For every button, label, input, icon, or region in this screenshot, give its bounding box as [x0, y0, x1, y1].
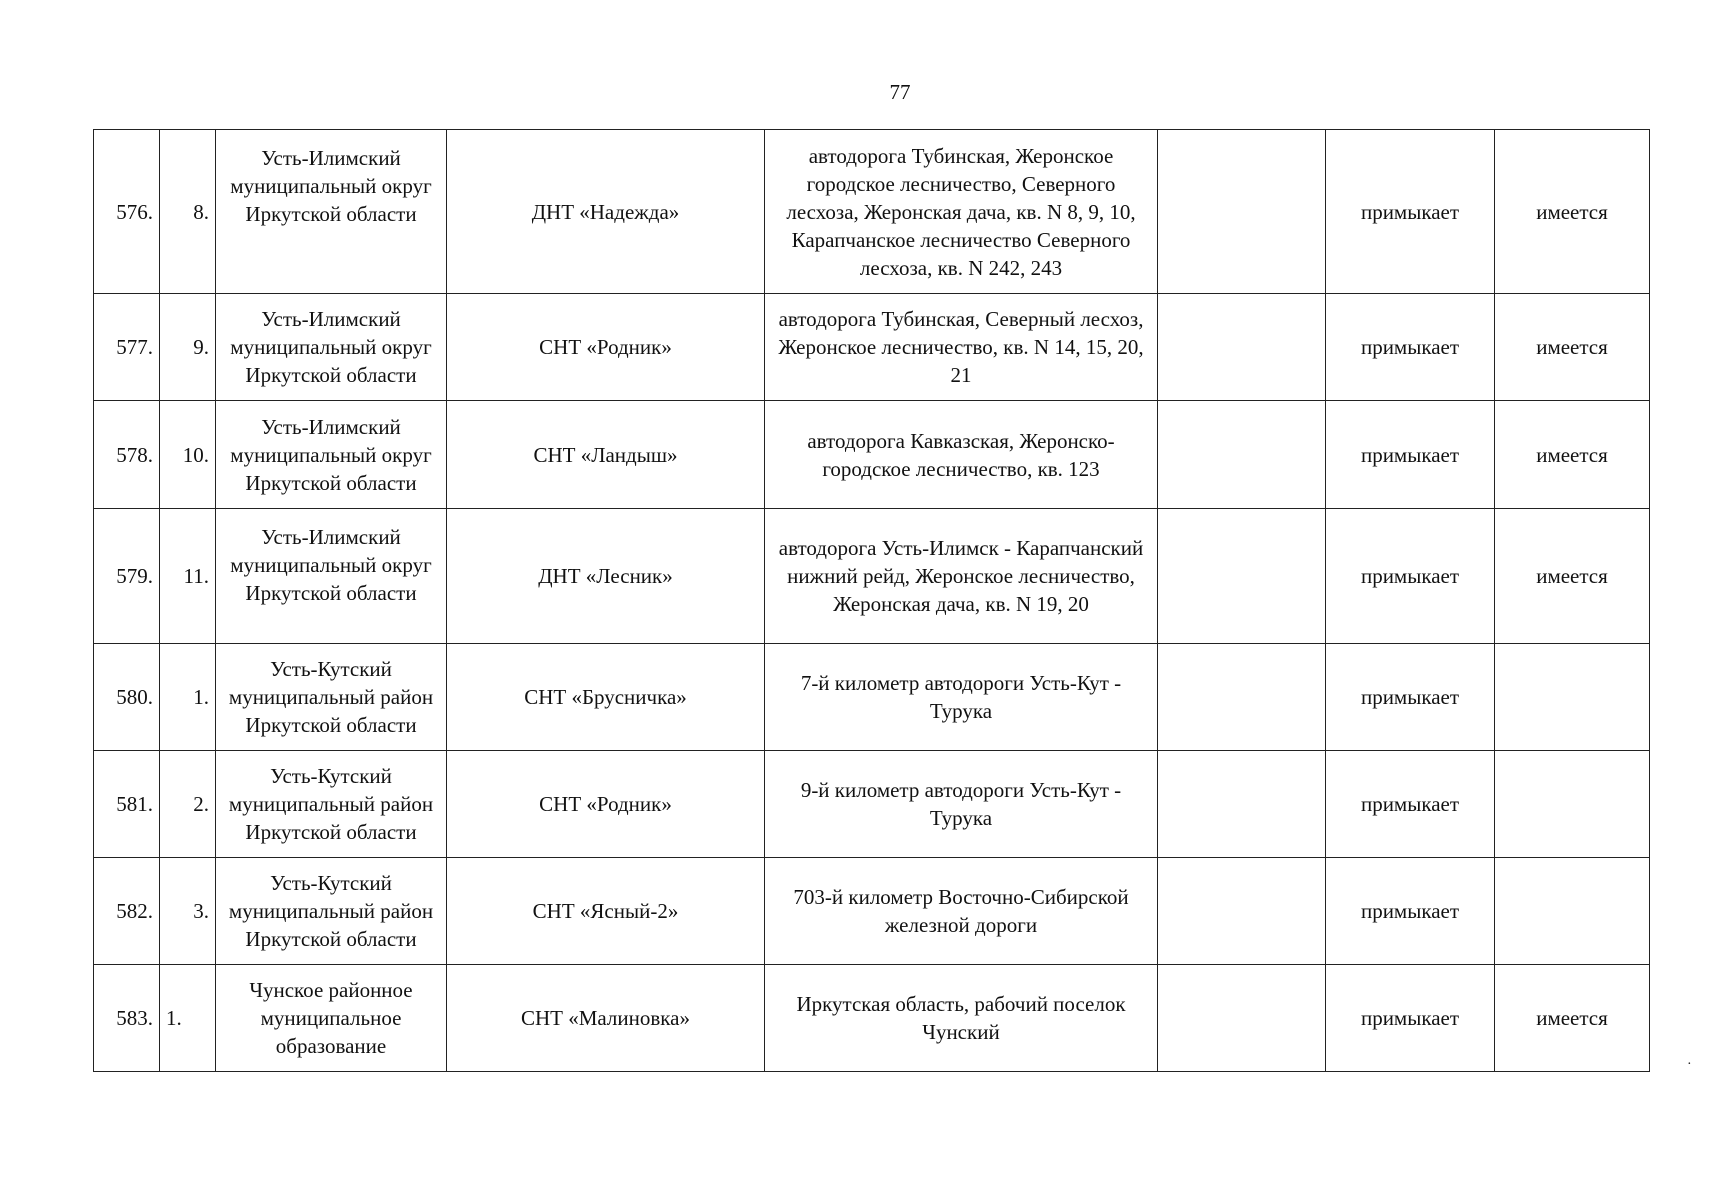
- municipality-text: Усть-Илимский муниципальный округ Иркутской области: [230, 146, 432, 226]
- location-cell: автодорога Кавказская, Жеронско-городское лесничество, кв. 123: [765, 401, 1158, 509]
- organization-name-cell: ДНТ «Надежда»: [447, 130, 765, 294]
- municipality-cell: Усть-Кутский муниципальный район Иркутской области: [216, 751, 447, 858]
- table-row: [94, 644, 1650, 751]
- organization-name-cell: СНТ «Малиновка»: [447, 965, 765, 1072]
- availability-cell: имеется: [1495, 401, 1650, 509]
- organization-name-cell: ДНТ «Лесник»: [447, 509, 765, 644]
- adjacency-cell: примыкает: [1326, 751, 1495, 858]
- empty-cell: [1158, 130, 1326, 294]
- location-cell: автодорога Тубинская, Жеронское городское лесничество, Северного лесхоза, Жеронская дача, кв. N 8, 9, 10, Карапчанское лесничество Северного лесхоза, кв. N 242, 243: [765, 130, 1158, 294]
- page-number: 77: [889, 80, 911, 104]
- availability-cell: [1495, 644, 1650, 751]
- availability-cell: [1495, 751, 1650, 858]
- row-sub-number: 1.: [160, 644, 216, 751]
- row-sub-number: 9.: [160, 294, 216, 401]
- empty-cell: [1158, 401, 1326, 509]
- location-cell: Иркутская область, рабочий поселок Чунский: [765, 965, 1158, 1072]
- empty-cell: [1158, 965, 1326, 1072]
- row-number: 581.: [94, 751, 160, 858]
- empty-cell: [1158, 858, 1326, 965]
- availability-cell: имеется: [1495, 509, 1650, 644]
- row-sub-number-text: 1.: [166, 1006, 182, 1030]
- table-row: [94, 509, 1650, 644]
- table-row: [94, 294, 1650, 401]
- adjacency-cell: примыкает: [1326, 130, 1495, 294]
- row-sub-number: 8.: [160, 130, 216, 294]
- municipality-cell: Усть-Кутский муниципальный район Иркутской области: [216, 858, 447, 965]
- row-sub-number: 10.: [160, 401, 216, 509]
- empty-cell: [1158, 751, 1326, 858]
- row-sub-number: 11.: [160, 509, 216, 644]
- organization-name-cell: СНТ «Ландыш»: [447, 401, 765, 509]
- adjacency-cell: примыкает: [1326, 644, 1495, 751]
- empty-cell: [1158, 509, 1326, 644]
- row-sub-number: [160, 965, 216, 1072]
- municipality-cell: Усть-Илимский муниципальный округ Иркутской области: [216, 294, 447, 401]
- row-number: 578.: [94, 401, 160, 509]
- adjacency-cell: примыкает: [1326, 858, 1495, 965]
- location-cell: 703-й километр Восточно-Сибирской железной дороги: [765, 858, 1158, 965]
- adjacency-cell: примыкает: [1326, 509, 1495, 644]
- organization-name-cell: СНТ «Родник»: [447, 294, 765, 401]
- municipality-text: Усть-Илимский муниципальный округ Иркутской области: [230, 525, 432, 605]
- availability-cell: имеется: [1495, 965, 1650, 1072]
- municipality-cell: [216, 509, 447, 644]
- adjacency-cell: примыкает: [1326, 965, 1495, 1072]
- empty-cell: [1158, 644, 1326, 751]
- location-cell: 7-й километр автодороги Усть-Кут - Турука: [765, 644, 1158, 751]
- organization-name-cell: СНТ «Брусничка»: [447, 644, 765, 751]
- table-body: [94, 130, 1650, 1072]
- location-cell: автодорога Усть-Илимск - Карапчанский нижний рейд, Жеронское лесничество, Жеронская дача, кв. N 19, 20: [765, 509, 1158, 644]
- availability-cell: имеется: [1495, 294, 1650, 401]
- municipality-cell: Усть-Кутский муниципальный район Иркутской области: [216, 644, 447, 751]
- table-row: [94, 965, 1650, 1072]
- municipality-cell: Усть-Илимский муниципальный округ Иркутской области: [216, 401, 447, 509]
- table-row: [94, 858, 1650, 965]
- empty-cell: [1158, 294, 1326, 401]
- row-number: 582.: [94, 858, 160, 965]
- row-sub-number: 3.: [160, 858, 216, 965]
- table-row: [94, 401, 1650, 509]
- adjacency-cell: примыкает: [1326, 294, 1495, 401]
- availability-cell: имеется: [1495, 130, 1650, 294]
- organization-name-cell: СНТ «Родник»: [447, 751, 765, 858]
- row-number: 583.: [94, 965, 160, 1072]
- table-row: [94, 130, 1650, 294]
- location-cell: автодорога Тубинская, Северный лесхоз, Жеронское лесничество, кв. N 14, 15, 20, 21: [765, 294, 1158, 401]
- settlements-table: [93, 129, 1650, 1072]
- municipality-cell: [216, 130, 447, 294]
- availability-cell: [1495, 858, 1650, 965]
- row-number: 579.: [94, 509, 160, 644]
- row-number: 577.: [94, 294, 160, 401]
- scan-dot: ·: [1687, 1057, 1692, 1072]
- row-number: 576.: [94, 130, 160, 294]
- municipality-cell: Чунское районное муниципальное образование: [216, 965, 447, 1072]
- row-sub-number: 2.: [160, 751, 216, 858]
- organization-name-cell: СНТ «Ясный-2»: [447, 858, 765, 965]
- row-number: 580.: [94, 644, 160, 751]
- location-cell: 9-й километр автодороги Усть-Кут - Турука: [765, 751, 1158, 858]
- table-row: [94, 751, 1650, 858]
- adjacency-cell: примыкает: [1326, 401, 1495, 509]
